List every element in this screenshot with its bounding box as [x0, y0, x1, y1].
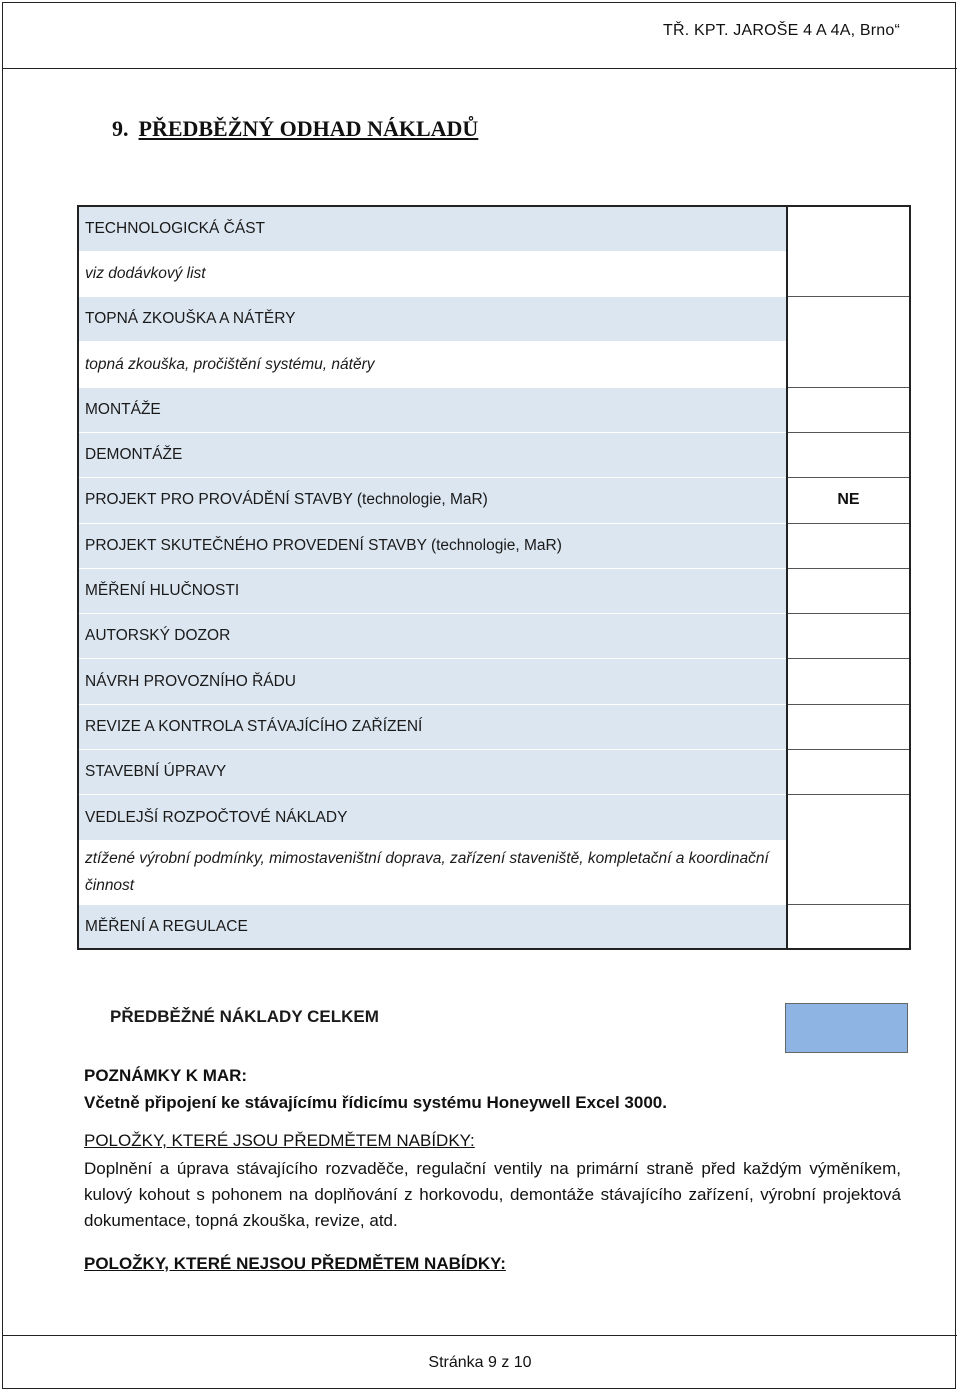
row-value[interactable]	[787, 750, 910, 795]
table-row	[78, 342, 910, 387]
section-title	[112, 116, 478, 142]
table-row	[78, 614, 910, 659]
row-label: REVIZE A KONTROLA STÁVAJÍCÍHO ZAŘÍZENÍ	[78, 704, 786, 749]
row-value[interactable]	[787, 659, 910, 704]
notes-text: Včetně připojení ke stávajícímu řídicímu systému Honeywell Excel 3000.	[84, 1093, 667, 1112]
section-title-text: PŘEDBĚŽNÝ ODHAD NÁKLADŮ	[138, 116, 479, 141]
table-row	[78, 206, 910, 251]
row-label: NÁVRH PROVOZNÍHO ŘÁDU	[78, 659, 786, 704]
included-items-text: Doplnění a úprava stávajícího rozvaděče, regulační ventily na primární straně před každým výměníkem, kulový kohout s pohonem na doplňování z horkovodu, demontáže stávajícího zařízení, výrobní projektová dokumentace, topná zkouška, revize, atd.	[84, 1159, 901, 1230]
row-value[interactable]	[787, 432, 910, 477]
header-divider	[2, 68, 957, 69]
row-value[interactable]	[787, 206, 910, 297]
table-row	[78, 904, 910, 949]
table-row	[78, 478, 910, 523]
row-value[interactable]: NE	[787, 478, 910, 523]
row-value[interactable]	[787, 297, 910, 388]
row-value[interactable]	[787, 795, 910, 904]
table-row	[78, 840, 910, 904]
row-label: PROJEKT SKUTEČNÉHO PROVEDENÍ STAVBY (technologie, MaR)	[78, 523, 786, 568]
excluded-items-heading: POLOŽKY, KTERÉ NEJSOU PŘEDMĚTEM NABÍDKY:	[84, 1254, 506, 1273]
row-label: VEDLEJŠÍ ROZPOČTOVÉ NÁKLADY	[78, 795, 786, 840]
row-label: AUTORSKÝ DOZOR	[78, 614, 786, 659]
table-row	[78, 568, 910, 613]
row-label: MĚŘENÍ A REGULACE	[78, 904, 786, 949]
cost-estimate-table	[77, 205, 911, 950]
table-row	[78, 659, 910, 704]
table-row	[78, 795, 910, 840]
notes-heading: POZNÁMKY K MAR:	[84, 1066, 248, 1085]
section-number: 9.	[112, 116, 129, 141]
row-label: MĚŘENÍ HLUČNOSTI	[78, 568, 786, 613]
row-label: viz dodávkový list	[78, 251, 786, 296]
page-header: TŘ. KPT. JAROŠE 4 A 4A, Brno“	[663, 22, 900, 39]
row-label: TECHNOLOGICKÁ ČÁST	[78, 206, 786, 251]
row-label: STAVEBNÍ ÚPRAVY	[78, 750, 786, 795]
row-value[interactable]	[787, 523, 910, 568]
table-row	[78, 251, 910, 296]
table-row	[78, 750, 910, 795]
table-row	[78, 704, 910, 749]
page-number: Stránka 9 z 10	[428, 1354, 532, 1371]
row-label: MONTÁŽE	[78, 387, 786, 432]
table-row	[78, 432, 910, 477]
row-value[interactable]	[787, 704, 910, 749]
row-value[interactable]	[787, 904, 910, 949]
row-value[interactable]	[787, 614, 910, 659]
row-value[interactable]	[787, 387, 910, 432]
row-label: TOPNÁ ZKOUŠKA A NÁTĚRY	[78, 297, 786, 342]
table-row	[78, 297, 910, 342]
total-costs-label: PŘEDBĚŽNÉ NÁKLADY CELKEM	[110, 1007, 379, 1026]
total-costs-value[interactable]	[785, 1003, 908, 1053]
table-row	[78, 387, 910, 432]
table-row	[78, 523, 910, 568]
row-value[interactable]	[787, 568, 910, 613]
included-items-heading: POLOŽKY, KTERÉ JSOU PŘEDMĚTEM NABÍDKY:	[84, 1131, 475, 1150]
row-label: DEMONTÁŽE	[78, 432, 786, 477]
row-label: topná zkouška, pročištění systému, nátěry	[78, 342, 786, 387]
row-label: ztížené výrobní podmínky, mimostaveništní doprava, zařízení staveniště, kompletační a koordinační činnost	[78, 840, 786, 904]
row-label: PROJEKT PRO PROVÁDĚNÍ STAVBY (technologie, MaR)	[78, 478, 786, 523]
footer-divider	[2, 1335, 957, 1336]
